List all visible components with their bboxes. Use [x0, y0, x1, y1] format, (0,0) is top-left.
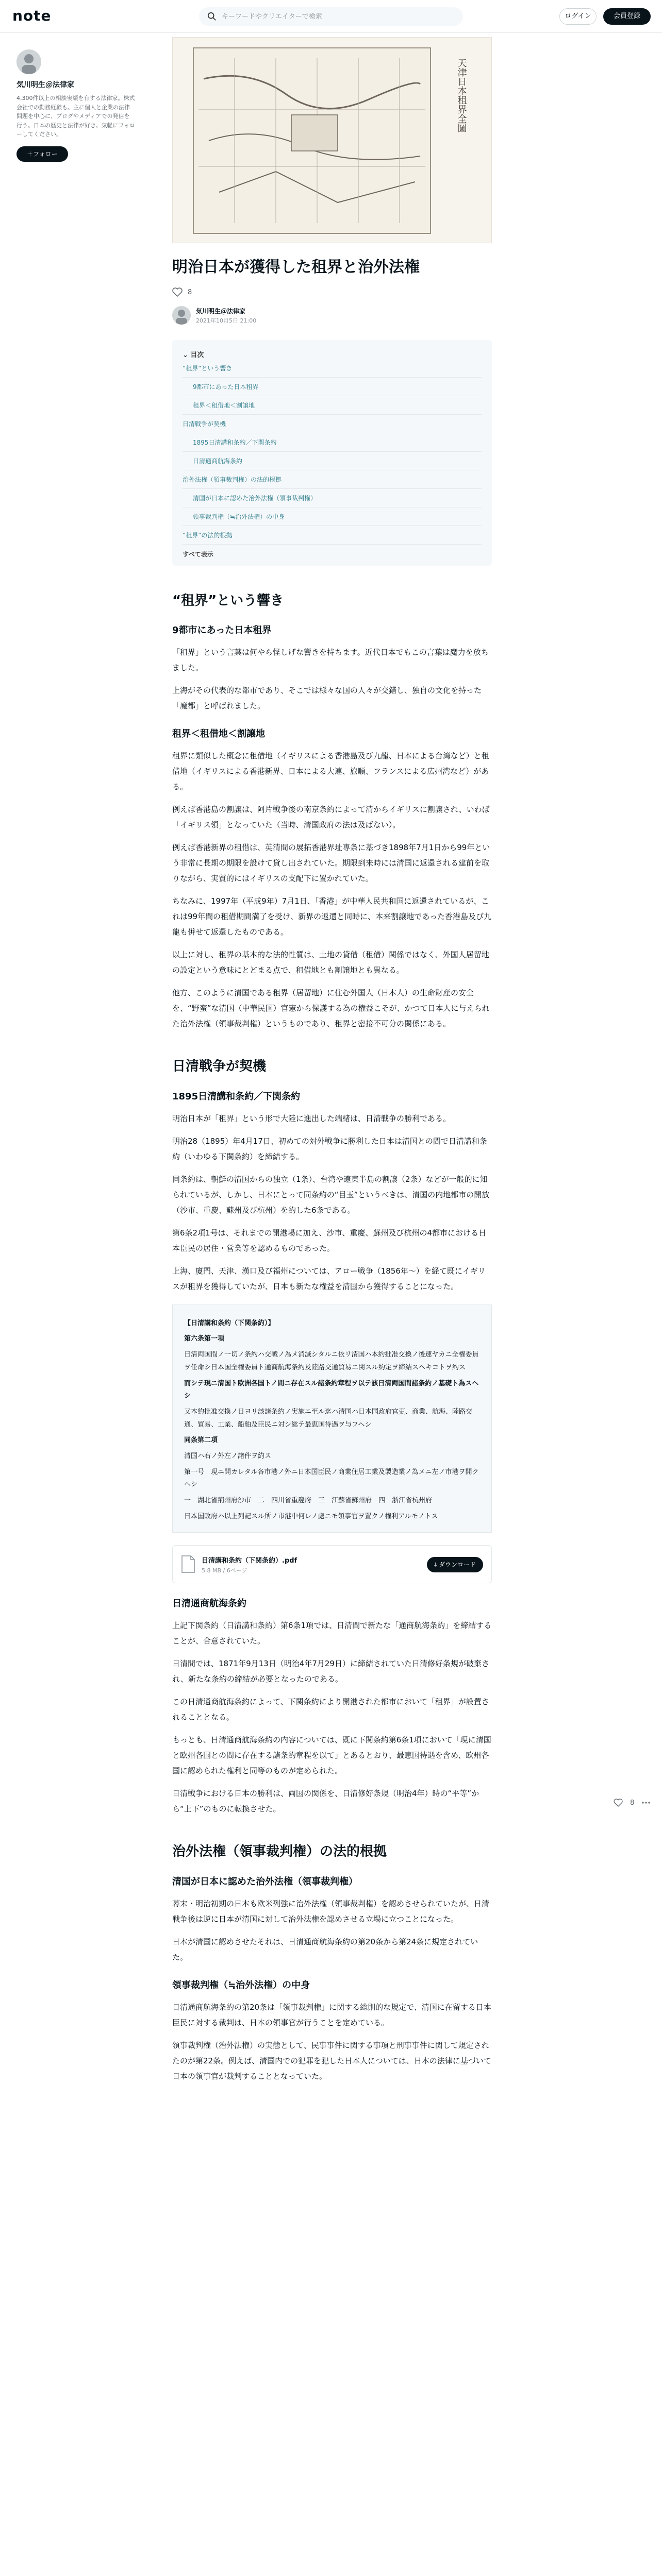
paragraph: 上海がその代表的な都市であり、そこでは様々な国の人々が交錯し、独自の文化を持った「魔都」と呼ばれました。 — [172, 686, 482, 711]
section-heading: 日清戦争が契機 — [172, 1059, 267, 1075]
toc-heading[interactable]: ⌄ 目次 — [183, 351, 204, 359]
toc-item[interactable]: 租界＜租借地＜割譲地 — [183, 396, 482, 415]
subsection-heading: 1895日清講和条約／下関条約 — [172, 1091, 301, 1102]
toc-item[interactable]: 治外法権（領事裁判権）の法的根拠 — [183, 470, 482, 489]
paragraph: 幕末・明治初期の日本も欧米列強に治外法権（領事裁判権）を認めさせられていたが、日清戦争後は逆に日本が清国に対して治外法権を認めさせる立場に立つことになった。 — [172, 1899, 490, 1924]
quote-article: 第六条第一項 — [184, 1335, 225, 1343]
paragraph: ちなみに、1997年（平成9年）7月1日、「香港」が中華人民共和国に返還されているが、これは99年間の租借期間満了を受け、新界の返還と同時に、本来割譲地であった香港島及び九龍も併せて返還したものである。 — [172, 896, 491, 937]
paragraph: 日清戦争における日本の勝利は、両国の関係を、日清修好条規（明治4年）時の“平等”から“上下”のものに転換させた。 — [172, 1789, 479, 1814]
paragraph: 租界に類似した概念に租借地（イギリスによる香港島及び九龍、日本による台湾など）と租借地（イギリスによる香港新界、日本による大連、旅順、フランスによる広州湾など）がある。 — [172, 751, 489, 792]
follow-label: フォロー — [33, 150, 58, 158]
toc-show-all-button[interactable]: すべて表示 — [183, 551, 213, 558]
paragraph: 例えば香港新界の租借は、英清間の展拓香港界址専条に基づき1898年7月1日から99年という非常に長期の期限を設けて貸し出されていた。期限到来時には清国に返還される建前を取りながら、実質的にはイギリスの支配下に置かれていた。 — [172, 843, 490, 884]
toc-item[interactable]: 清国が日本に認めた治外法権（領事裁判権） — [183, 489, 482, 507]
subsection-heading: 日清通商航海条約 — [172, 1598, 246, 1609]
search-input[interactable] — [222, 7, 454, 26]
search-icon — [207, 12, 217, 21]
author-sidebar — [16, 49, 135, 162]
paragraph: 上記下関条約（日清講和条約）第6条1項では、日清間で新たな「通商航海条約」を締結することが、合意されていた。 — [172, 1621, 492, 1646]
article — [172, 37, 492, 2084]
download-icon: ⤓ — [434, 1561, 439, 1569]
section-heading: 治外法権（領事裁判権）の法的根拠 — [172, 1844, 387, 1860]
like-count[interactable]: 8 — [188, 288, 192, 296]
subsection-heading: 領事裁判権（≒治外法権）の中身 — [172, 1979, 310, 1991]
paragraph: 明治28（1895）年4月17日、初めての対外戦争に勝利した日本は清国との間で日清講和条約（いわゆる下関条約）を締結する。 — [172, 1136, 487, 1161]
publish-date: 2021年10月5日 21:00 — [196, 317, 257, 324]
like-area — [172, 287, 492, 297]
paragraph: 他方、このように清国である租界（居留地）に住む外国人（日本人）の生命財産の安全を、“野蛮”な清国（中華民国）官憲から保護する為の権益こそが、かつて日本人に与えられた治外法権（領事裁判権）というものであり、租界と密接不可分の関係にある。 — [172, 988, 490, 1029]
hero-image — [172, 37, 492, 243]
download-button[interactable]: ⤓ ダウンロード — [427, 1557, 483, 1572]
article-title: 明治日本が獲得した租界と治外法権 — [172, 258, 420, 276]
subsection-heading: 清国が日本に認めた治外法権（領事裁判権） — [172, 1876, 358, 1887]
heart-icon[interactable] — [614, 1799, 623, 1807]
paragraph: 上海、廈門、天津、漢口及び福州については、アロー戦争（1856年〜）を経て既にイギリスが租界を獲得していたが、日本も新たな権益を清国から獲得することになった。 — [172, 1266, 486, 1291]
search-bar[interactable] — [199, 7, 463, 26]
paragraph: 日本が清国に認めさせたそれは、日清通商航海条約の第20条から第24条に規定されていた。 — [172, 1937, 478, 1962]
follow-button[interactable] — [16, 146, 68, 162]
author-bio: 4,300件以上の相談実績を有する法律家。株式会社での勤務経験も。主に個人と企業の法律問題を中心に、ブログやメディアでの発信を行う。日本の歴史と法律が好き。気軽にフォローしてください。 — [16, 95, 136, 138]
pdf-file-icon — [181, 1555, 195, 1573]
article-author — [172, 306, 492, 325]
author-link[interactable]: 気川明生＠法律家 — [196, 307, 246, 315]
section-heading: “租界”という響き — [172, 593, 284, 608]
paragraph: 以上に対し、租界の基本的な法的性質は、土地の貸借（租借）関係ではなく、外国人居留地の設定という意味にとどまる点で、租借地とも割譲地とも異なる。 — [172, 950, 489, 975]
file-name: 日清講和条約（下関条約）.pdf — [202, 1557, 297, 1565]
file-attachment — [172, 1545, 492, 1583]
site-header — [0, 0, 662, 33]
quote-text: 日清両国間ノ一切ノ条約ハ交戦ノ為メ消滅シタルニ依リ清国ハ本約批准交換ノ後速ヤカニ全権委員ヲ任命シ日本国全権委員ト通商航海条約及陸路交通貿易ニ関スル約定ヲ締結スヘキコトヲ約ス — [184, 1351, 479, 1371]
note-logo[interactable]: note — [12, 7, 52, 24]
author-name[interactable]: 気川明生＠法律家 — [16, 81, 74, 89]
login-button[interactable]: ログイン — [559, 8, 597, 25]
avatar[interactable] — [16, 49, 41, 74]
heart-icon[interactable] — [172, 287, 183, 297]
hero-caption: 天津日本租界全圖 — [456, 58, 467, 132]
paragraph: 例えば香港島の割譲は、阿片戦争後の南京条約によって清からイギリスに割譲され、いわば「イギリス領」となっていた（当時、清国政府の法は及ばない）。 — [172, 805, 490, 830]
paragraph: もっとも、日清通商航海条約の内容については、既に下関条約第6条1項において「現に清国と欧州各国との間に存在する諸条約章程を以て」とあるとおり、最恵国待遇を含め、欧州各国に認められた権利と同等のものが定められた。 — [172, 1735, 491, 1776]
quote-article: 同条第二項 — [184, 1436, 218, 1445]
paragraph: 「租界」という言葉は何やら怪しげな響きを持ちます。近代日本でもこの言葉は魔力を放ちました。 — [172, 648, 489, 673]
quote-text: 又本約批准交換ノ日ヨリ該諸条約ノ実施ニ至ル迄ハ清国ハ日本国政府官吏、商業、航海、陸路交通、貿易、工業、船舶及臣民ニ対シ総テ最恵国待遇ヲ与フヘシ — [184, 1408, 473, 1429]
quote-text: 清国ハ右ノ外左ノ諸件ヲ約ス — [184, 1452, 272, 1460]
floating-like-count[interactable]: 8 — [630, 1799, 635, 1807]
toc-item[interactable]: 1895日清講和条約／下関条約 — [183, 433, 482, 452]
avatar-image — [16, 49, 41, 74]
toc-item[interactable]: 領事裁判権（≒治外法権）の中身 — [183, 507, 482, 526]
paragraph: この日清通商航海条約によって、下関条約により開港された都市において「租界」が設置されることとなる。 — [172, 1697, 489, 1722]
paragraph: 日清間では、1871年9月13日（明治4年7月29日）に締結されていた日清修好条規が破棄され、新たな条約の締結が必要となったのである。 — [172, 1659, 489, 1684]
quote-block — [172, 1304, 492, 1533]
paragraph: 日清通商航海条約の第20条は「領事裁判権」に関する総則的な規定で、清国に在留する日本臣民に対する裁判は、日本の領事官が行うことを定めている。 — [172, 2002, 491, 2027]
quote-title: 【日清講和条約（下関条約）】 — [184, 1319, 275, 1327]
chevron-down-icon: ⌄ — [183, 351, 191, 359]
floating-actions — [614, 1798, 655, 1807]
toc-item[interactable]: 日清戦争が契機 — [183, 415, 482, 433]
toc-item[interactable]: “租界”の法的根拠 — [183, 526, 482, 545]
quote-text: 第一号 現ニ開カレタル各市港ノ外ニ日本国臣民ノ商業住居工業及製造業ノ為メニ左ノ市港ヲ開クヘシ — [184, 1468, 479, 1489]
paragraph: 第6条2項1号は、それまでの開港場に加え、沙市、重慶、蘇州及び杭州の4都市における日本臣民の居住・営業等を認めるものであった。 — [172, 1228, 487, 1253]
table-of-contents — [172, 340, 492, 566]
toc-item[interactable]: 9都市にあった日本租界 — [183, 378, 482, 396]
plus-icon: ＋ — [27, 150, 34, 158]
more-options-icon[interactable] — [641, 1798, 651, 1807]
paragraph: 領事裁判権（治外法権）の実態として、民事事件に関する事項と刑事事件に関して規定されたのが第22条。例えば、清国内での犯罪を犯した日本人については、日本の法律に基づいて日本の領事官が裁判することとなっていた。 — [172, 2040, 491, 2081]
map-illustration — [173, 38, 492, 244]
subsection-heading: 租界＜租借地＜割譲地 — [172, 728, 265, 740]
file-meta: 5.8 MB / 6ページ — [202, 1567, 247, 1574]
author-avatar[interactable] — [172, 306, 191, 325]
toc-item[interactable]: 日清通商航海条約 — [183, 452, 482, 470]
quote-text: 而シテ現ニ清国ト欧洲各国トノ間ニ存在スル諸条約章程ヲ以テ該日清両国間諸条約ノ基礎ト為スヘシ — [184, 1379, 479, 1400]
quote-text: 日本国政府ハ以上列記スル所ノ市港中何レノ處ニモ領事官ヲ置クノ権利アルモノトス — [184, 1512, 438, 1520]
author-avatar-image — [172, 306, 191, 325]
signup-button[interactable]: 会員登録 — [603, 8, 651, 25]
toc-item[interactable]: “租界”という響き — [183, 359, 482, 378]
subsection-heading: 9都市にあった日本租界 — [172, 625, 272, 636]
paragraph: 明治日本が「租界」という形で大陸に進出した端緒は、日清戦争の勝利である。 — [172, 1113, 451, 1123]
paragraph: 同条約は、朝鮮の清国からの独立（1条）、台湾や遼東半島の割譲（2条）などが一般的に知られているが、しかし、日本にとって同条約の“目玉”というべきは、清国の内地都市の開放（沙市、重慶、蘇州及び杭州）を約した6条である。 — [172, 1174, 490, 1215]
quote-text: 一 湖北省荊州府沙市 二 四川省重慶府 三 江蘇省蘇州府 四 浙江省杭州府 — [184, 1497, 433, 1505]
